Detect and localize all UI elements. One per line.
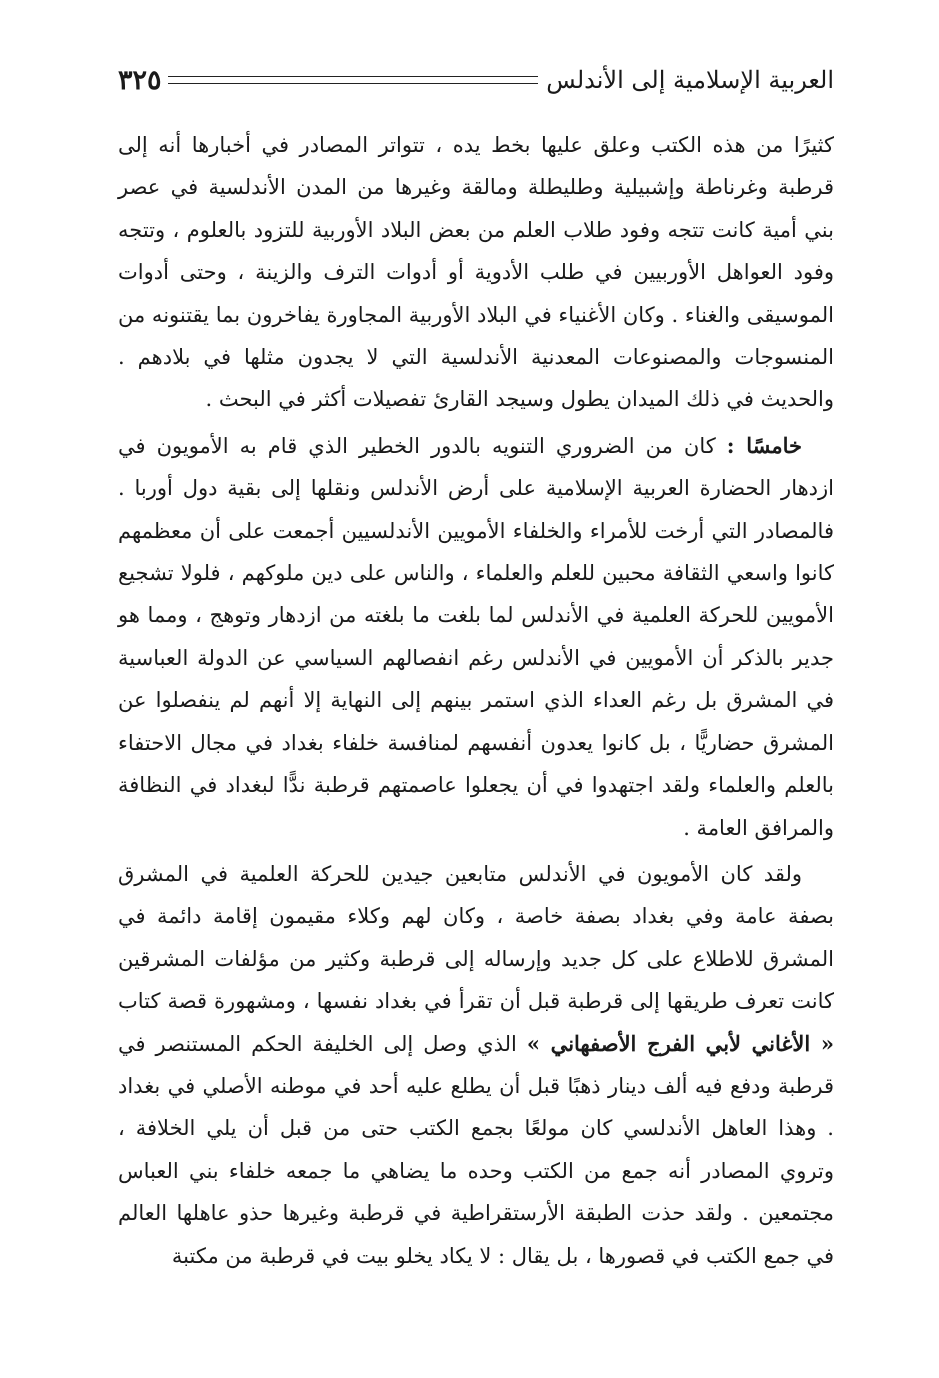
paragraph-3-text-after: الذي وصل إلى الخليفة الحكم المستنصر في قرطبة ودفع فيه ألف دينار ذهبًا قبل أن يطلع عليه أحد في موطنه الأصلي في بغداد . وهذا العاهل الأندلسي كان مولعًا بجمع الكتب حتى من قبل أن يلي الخلافة ، وتروي المصادر أنه جمع من الكتب وحده ما يضاهي ما جمعه خلفاء بني العباس مجتمعين . ولقد حذت الطبقة الأرستقراطية في قرطبة وغيرها حذو عاهلها العالم في جمع الكتب في قصورها ، بل يقال : لا يكاد يخلو بيت في قرطبة من مكتبة [118,1031,834,1268]
page-number: ٣٢٥ [118,64,162,96]
body-text [118,124,834,1277]
paragraph-1-text: كثيرًا من هذه الكتب وعلق عليها بخط يده ، تتواتر المصادر في أخبارها أنه إلى قرطبة وغرناطة وإشبيلية وطليطلة ومالقة وغيرها من المدن الأندلسية في عصر بني أمية كانت تتجه وفود طلاب العلم من بعض البلاد الأوربية للتزود بالعلوم ، وتتجه وفود العواهل الأوربيين في طلب الأدوية أو أدوات الترف والزينة ، وحتى أدوات الموسيقى والغناء . وكان الأغنياء في البلاد الأوربية المجاورة يفاخرون بما يقتنونه من المنسوجات والمصنوعات المعدنية الأندلسية التي لا يجدون مثلها في بلادهم . والحديث في ذلك الميدان يطول وسيجد القارئ تفصيلات أكثر في البحث . [118,133,834,412]
paragraph-2 [118,425,834,849]
running-title: العربية الإسلامية إلى الأندلس [546,66,834,94]
paragraph-3 [118,853,834,1277]
paragraph-2-lead: خامسًا : [726,432,802,458]
header-double-rule [168,76,539,84]
running-header [118,58,834,102]
paragraph-1 [118,124,834,421]
book-page [118,58,834,1277]
paragraph-2-text: كان من الضروري التنويه بالدور الخطير الذي قام به الأمويون في ازدهار الحضارة العربية الإسلامية على أرض الأندلس ونقلها إلى بقية دول أوربا . فالمصادر التي أرخت للأمراء والخلفاء الأمويين الأندلسيين أجمعت على أن معظمهم كانوا واسعي الثقافة محبين للعلم والعلماء ، والناس على دين ملوكهم ، فلولا تشجيع الأمويين للحركة العلمية في الأندلس لما بلغت ما بلغته من ازدهار وتوهج ، ومما هو جدير بالذكر أن الأمويين في الأندلس رغم انفصالهم السياسي عن الدولة العباسية في المشرق بل رغم العداء الذي استمر بينهم إلى النهاية إلا أنهم لم ينفصلوا عن المشرق حضاريًّا ، بل كانوا يعدون أنفسهم لمنافسة خلفاء بغداد في مجال الاحتفاء بالعلم والعلماء ولقد اجتهدوا في أن يجعلوا عاصمتهم قرطبة ندًّا لبغداد في النظافة والمرافق العامة . [118,433,834,840]
book-title: « الأغاني لأبي الفرج الأصفهاني » [526,1030,834,1056]
paragraph-3-text-before: ولقد كان الأمويون في الأندلس متابعين جيدين للحركة العلمية في المشرق بصفة عامة وفي بغداد بصفة خاصة ، وكان لهم وكلاء مقيمون إقامة دائمة في المشرق للاطلاع على كل جديد وإرساله إلى قرطبة وكثير من مؤلفات المشرقين كانت تعرف طريقها إلى قرطبة قبل أن تقرأ في بغداد نفسها ، ومشهورة قصة كتاب [118,861,834,1014]
